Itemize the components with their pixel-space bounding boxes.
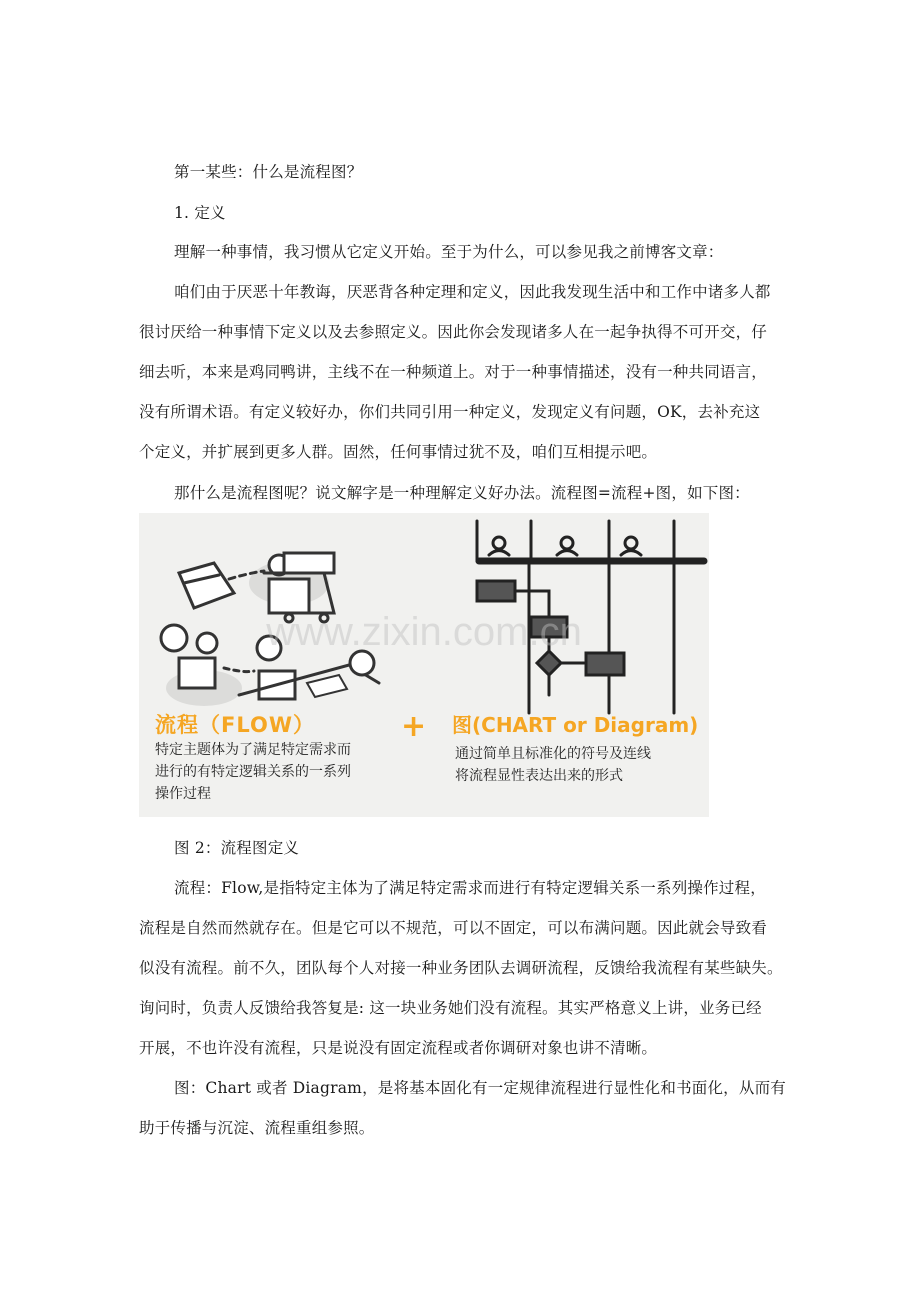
- paragraph-2-line: 很讨厌给一种事情下定义以及去参照定义。因此你会发现诸多人在一起争执得不可开交，仔: [139, 323, 768, 341]
- paragraph-2-line: 个定义，并扩展到更多人群。固然，任何事情过犹不及，咱们互相提示吧。: [139, 443, 658, 461]
- section-title: 第一某些：什么是流程图？: [174, 163, 363, 181]
- paragraph-2-line: 咱们由于厌恶十年教诲，厌恶背各种定理和定义，因此我发现生活中和工作中诸多人都: [174, 283, 771, 301]
- chart-title: 图(CHART or Diagram): [452, 713, 699, 737]
- paragraph-4-line: 流程是自然而然就存在。但是它可以不规范，可以不固定，可以布满问题。因此就会导致看: [139, 919, 768, 937]
- figure-caption: 图 2：流程图定义: [174, 839, 300, 857]
- flow-title: 流程（FLOW）: [155, 713, 315, 737]
- paragraph-5-line: 助于传播与沉淀、流程重组参照。: [139, 1119, 375, 1137]
- watermark: www.zixin.com.cn: [266, 610, 582, 654]
- sub-heading: 1. 定义: [174, 204, 226, 222]
- paragraph-2-line: 细去听，本来是鸡同鸭讲，主线不在一种频道上。对于一种事情描述，没有一种共同语言，: [139, 363, 768, 381]
- chart-desc-line: 将流程显性表达出来的形式: [455, 768, 623, 784]
- paragraph-4-line: 流程：Flow,是指特定主体为了满足特定需求而进行有特定逻辑关系一系列操作过程，: [174, 879, 766, 897]
- flow-desc-line: 特定主题体为了满足特定需求而: [155, 742, 351, 758]
- paragraph-5-line: 图：Chart 或者 Diagram，是将基本固化有一定规律流程进行显性化和书面化，从而有: [174, 1079, 786, 1097]
- paragraph-4-line: 开展，不也许没有流程，只是说没有固定流程或者你调研对象也讲不清晰。: [139, 1039, 658, 1057]
- paragraph-2-line: 没有所谓术语。有定义较好办，你们共同引用一种定义，发现定义有问题，OK，去补充这: [139, 403, 761, 421]
- plus-sign: +: [401, 709, 427, 744]
- paragraph-3: 那什么是流程图呢？说文解字是一种理解定义好办法。流程图=流程+图，如下图：: [174, 484, 750, 502]
- flow-desc-line: 进行的有特定逻辑关系的一系列: [155, 764, 351, 780]
- flow-desc-line: 操作过程: [155, 786, 211, 802]
- paragraph-1: 理解一种事情，我习惯从它定义开始。至于为什么，可以参见我之前博客文章：: [174, 243, 724, 261]
- paragraph-4-line: 询问时，负责人反馈给我答复是: 这一块业务她们没有流程。其实严格意义上讲，业务已经: [139, 999, 762, 1017]
- flowchart-definition-figure: [139, 513, 709, 817]
- chart-desc-line: 通过简单且标准化的符号及连线: [455, 746, 651, 762]
- paragraph-4-line: 似没有流程。前不久，团队每个人对接一种业务团队去调研流程，反馈给我流程有某些缺失。: [139, 959, 783, 977]
